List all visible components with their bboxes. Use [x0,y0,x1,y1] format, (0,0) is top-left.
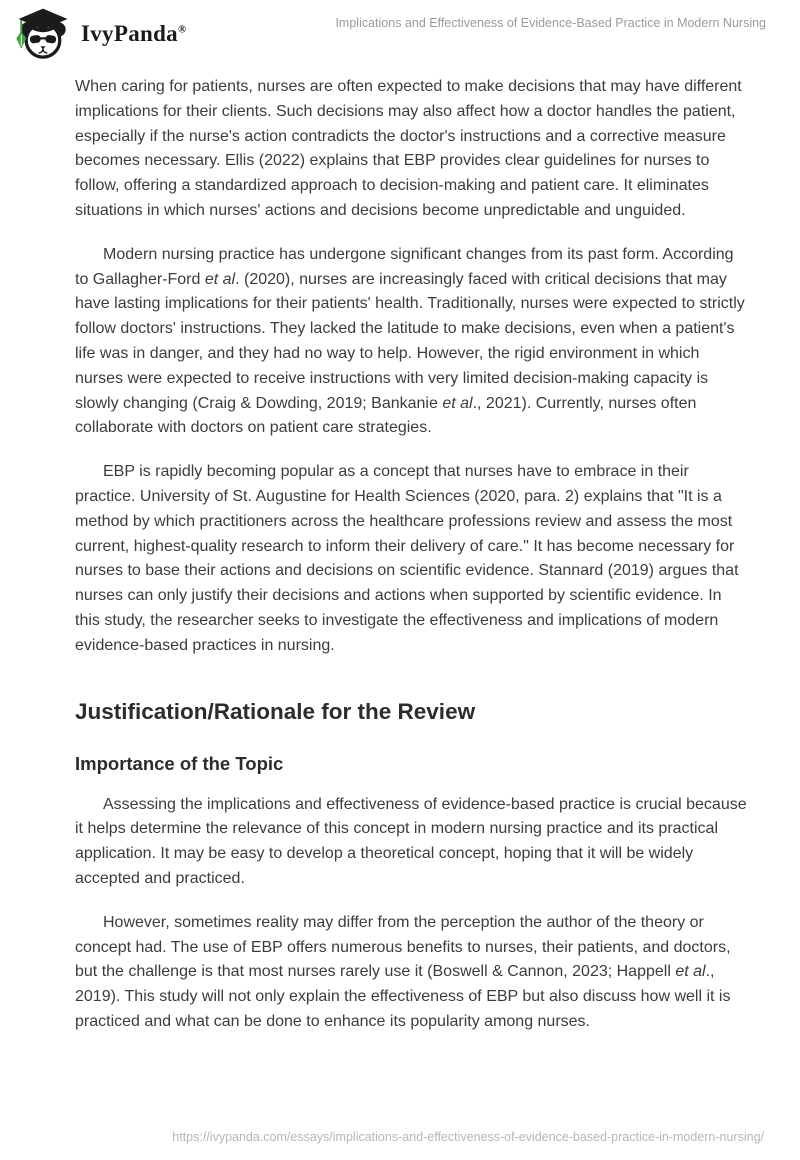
page-footer [172,1128,764,1146]
source-url: https://ivypanda.com/essays/implications-and-effectiveness-of-evidence-based-practice-in-modern-nursing/ [172,1130,764,1144]
paragraph [75,793,747,892]
paragraph [75,911,747,1035]
text-run: Assessing the implications and effectiveness of evidence-based practice is crucial because it helps determine the relevance of this concept in modern nursing practice and its practical application. It may be easy to develop a theoretical concept, hoping that it will be widely accepted and practiced. [75,795,747,887]
italic-text: et al [204,270,236,288]
brand-name [81,21,187,47]
text-run: When caring for patients, nurses are often expected to make decisions that may have different implications for their clients. Such decisions may also affect how a doctor handles the patient, especially if the nurse's action contradicts the doctor's instructions and a corrective measure becomes necessary. Ellis (2022) explains that EBP provides clear guidelines for nurses to follow, offering a standardized approach to decision-making and patient care. It eliminates situations in which nurses' actions and decisions become unpredictable and unguided. [75,78,742,219]
paragraph [75,460,747,658]
text-run: . (2020), nurses are increasingly faced with critical decisions that may have lasting implications for their patients' health. Traditionally, nurses were expected to strictly follow doctors' instructions. They lacked the latitude to make decisions, even when a patient's life was in danger, and they had no way to help. However, the rigid environment in which nurses were expected to receive instructions with very limited decision-making capacity is slowly changing (Craig & Dowding, 2019; Bankanie [75,270,745,412]
panda-graduation-cap-icon [14,7,72,61]
italic-text: et al [442,394,473,412]
text-run: Modern nursing practice has undergone significant changes from its past form. According to Gallagher-Ford [75,245,734,288]
paragraph [75,243,747,441]
text-run: However, sometimes reality may differ from the perception the author of the theory or concept had. The use of EBP offers numerous benefits to nurses, their patients, and doctors, but the challenge is that most nurses rarely use it (Boswell & Cannon, 2023; Happell [75,913,731,981]
section-heading: Importance of the Topic [75,752,284,774]
article-body [75,75,747,1054]
registered-mark: ® [177,23,187,36]
page-header [0,0,800,75]
document-title: Implications and Effectiveness of Evidence-Based Practice in Modern Nursing [335,16,766,30]
italic-text: et al [675,963,706,981]
section-heading: Justification/Rationale for the Review [75,698,476,724]
text-run: ., 2019). This study will not only explain the effectiveness of EBP but also discuss how well it is practiced and what can be done to enhance its popularity among nurses. [75,963,731,1030]
brand-text: IvyPanda [81,21,178,46]
text-run: ., 2021). Currently, nurses often collaborate with doctors on patient care strategies. [75,394,697,437]
text-run: EBP is rapidly becoming popular as a concept that nurses have to embrace in their practice. University of St. Augustine for Health Sciences (2020, para. 2) explains that "It is a method by which practitioners across the healthcare professions review and assess the most current, highest-quality research to inform their delivery of care." It has become necessary for nurses to base their actions and decisions on scientific evidence. Stannard (2019) argues that nurses can only justify their decisions and actions when supported by scientific evidence. In this study, the researcher seeks to investigate the effectiveness and implications of modern evidence-based practices in nursing. [75,463,739,654]
paragraph [75,75,747,224]
ivypanda-logo [14,7,187,61]
